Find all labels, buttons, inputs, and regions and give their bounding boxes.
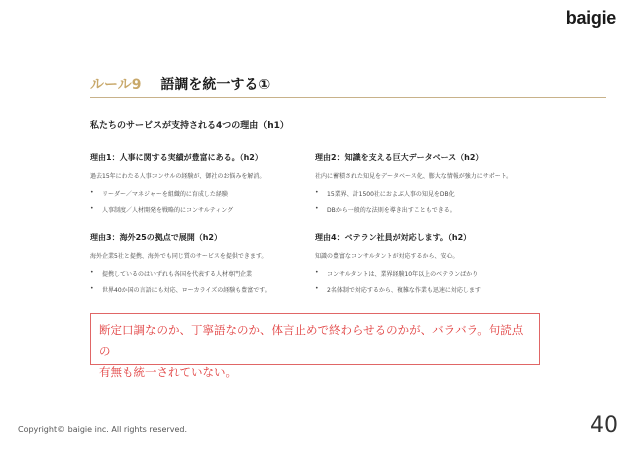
slide-title [90,74,270,94]
copyright-text: Copyright© baigie inc. All rights reserved. [18,425,188,434]
reason-bullets [90,269,310,294]
callout-box [90,313,540,379]
reason-text: 過去15年にわたる人事コンサルの経験が、御社のお悩みを解消。 [90,173,266,180]
bullet-item: • DBから一般的な法則を導き出すこともできる。 [315,205,535,214]
reason-bullets [315,189,535,214]
reason-block-1 [90,152,310,221]
page-number: 40 [590,413,618,438]
reason-text: 知識の豊富なコンサルタントが対応するから、安心。 [315,253,459,260]
bullet-item: • コンサルタントは、業界経験10年以上のベテランばかり [315,269,535,278]
bullet-item: • 提携しているのはいずれも各国を代表する人材専門企業 [90,269,310,278]
reason-block-2 [315,152,535,221]
rule-number: ルール9 [90,77,142,93]
reason-heading: 理由1：人事に関する実績が豊富にある。（h2） [90,153,263,162]
bullet-item: • 2名体制で対応するから、複雑な作業も迅速に対応します [315,285,535,294]
bullet-item: • リーダー／マネジャーを組織的に育成した経験 [90,189,310,198]
bullet-item: • 世界40か国の言語にも対応、ローカライズの経験も豊富です。 [90,285,310,294]
callout-line: 断定口調なのか、丁寧語なのか、体言止めで終わらせるのかが、バラバラ。句読点の [99,323,524,358]
callout-line: 有無も統一されていない。 [99,365,237,379]
reason-block-3 [90,232,310,301]
bullet-item: • 人事制度／人材開発を戦略的にコンサルティング [90,205,310,214]
reason-heading: 理由2：知識を支える巨大データベース（h2） [315,153,484,162]
title-divider [90,97,606,98]
reason-heading: 理由4：ベテラン社員が対応します。（h2） [315,233,472,242]
reason-heading: 理由3：海外25の拠点で展開（h2） [90,233,222,242]
baigie-logo: baigie [565,8,616,28]
section-heading: 私たちのサービスが支持される4つの理由（h1） [90,121,289,131]
bullet-item: • 15業界、計1500社におよぶ人事の知見をDB化 [315,189,535,198]
reason-bullets [315,269,535,294]
reason-text: 海外企業5社と提携、海外でも同じ質のサービスを提供できます。 [90,253,268,260]
reason-block-4 [315,232,535,301]
rule-title: 語調を統一する① [160,77,271,93]
reason-text: 社内に蓄積された知見をデータベース化、膨大な情報が強力にサポート。 [315,173,513,180]
reason-bullets [90,189,310,214]
